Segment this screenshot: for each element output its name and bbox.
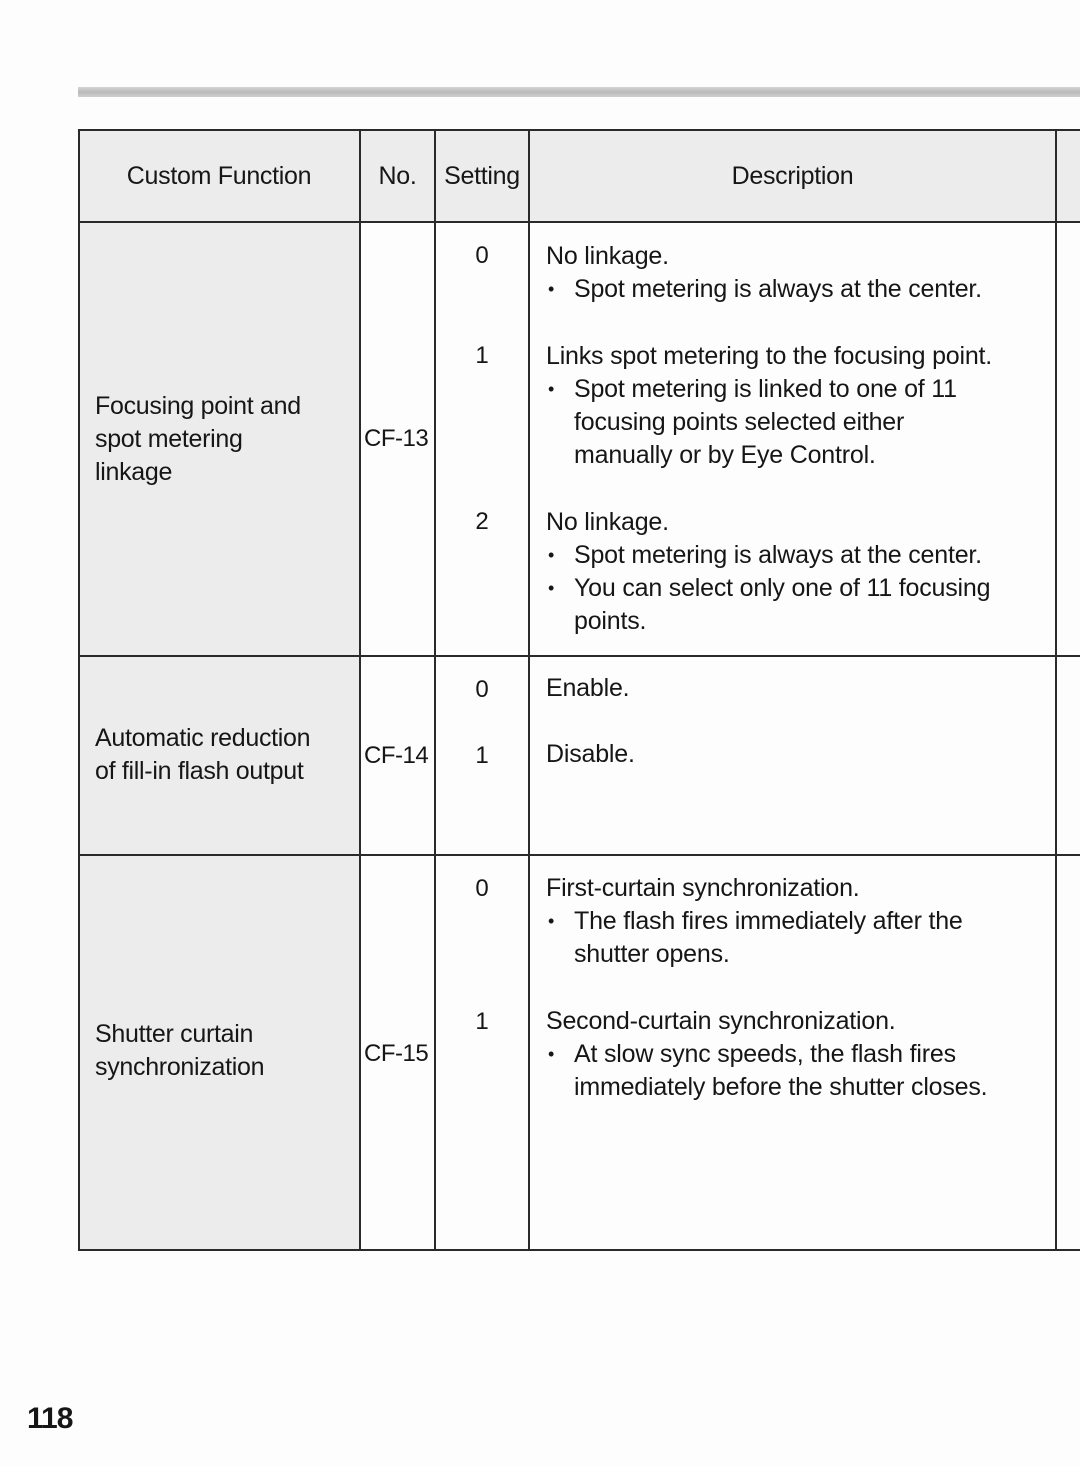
setting-value: 0 [475, 875, 489, 902]
setting-value: 0 [475, 242, 489, 269]
cf-number: CF-13 [364, 425, 429, 452]
function-name: Shutter curtain synchronization [95, 1020, 265, 1081]
setting-value: 2 [475, 508, 489, 535]
function-name: Focusing point and spot metering linkage [95, 392, 301, 486]
setting-value: 1 [475, 742, 489, 769]
setting-value: 0 [475, 676, 489, 703]
setting-description: First-curtain synchronization. • The flash fires immediately after the shutter opens. [546, 872, 1046, 971]
cf-number: CF-15 [364, 1040, 429, 1067]
header-custom-function: Custom Function [126, 161, 312, 190]
function-name: Automatic reduction of fill-in flash output [95, 724, 311, 785]
header-rule [78, 87, 1080, 97]
cf-number: CF-14 [364, 742, 429, 769]
setting-description: Second-curtain synchronization. • At slow sync speeds, the flash fires immediately before the shutter closes. [546, 1005, 1046, 1104]
setting-description: Disable. [546, 740, 635, 768]
setting-description: Enable. [546, 674, 630, 702]
setting-description: No linkage. • Spot metering is always at the center. • You can select only one of 11 focusing points. [546, 506, 1046, 638]
header-no: No. [378, 161, 417, 190]
setting-value: 1 [475, 1008, 489, 1035]
page-number: 118 [27, 1402, 73, 1435]
setting-description: No linkage. • Spot metering is always at the center. [546, 240, 1046, 306]
header-setting: Setting [444, 161, 520, 190]
header-description: Description [731, 161, 854, 190]
setting-description: Links spot metering to the focusing point. • Spot metering is linked to one of 11 focusing points selected either manually or by Eye Control. [546, 340, 1046, 472]
setting-value: 1 [475, 342, 489, 369]
